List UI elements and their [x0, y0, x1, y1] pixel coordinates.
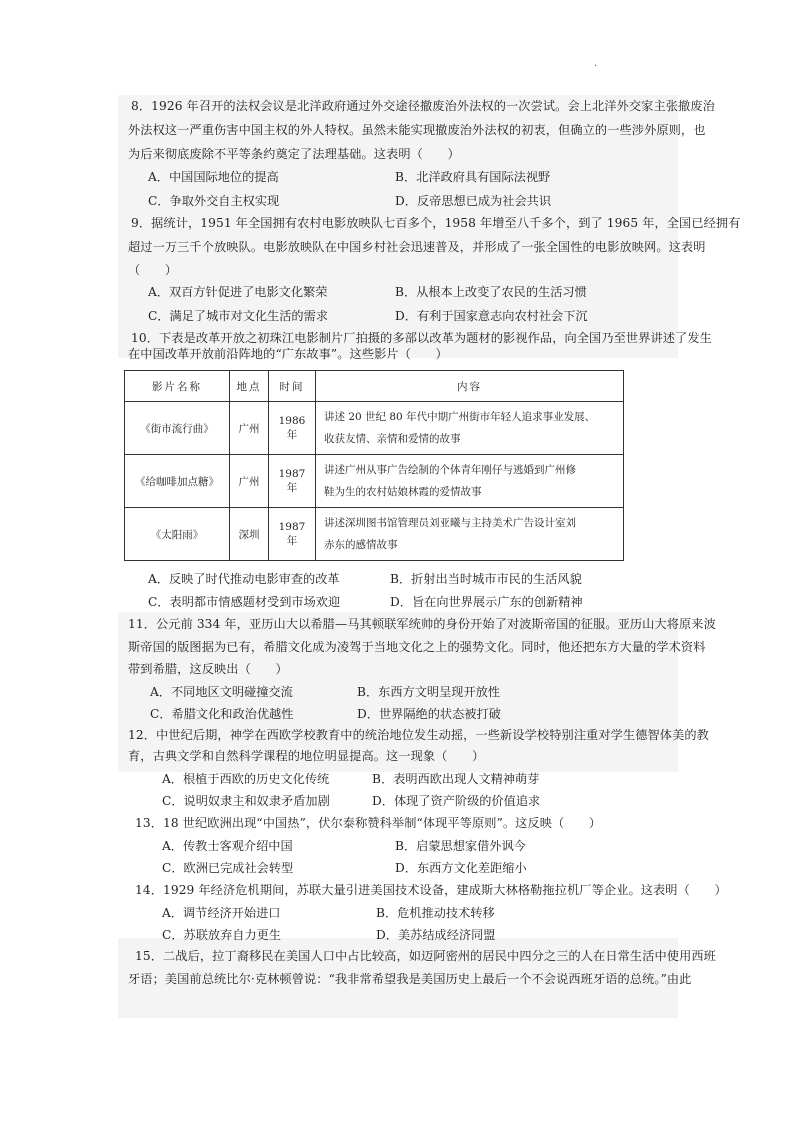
q14-stem-line: 14．1929 年经济危机期间，苏联大量引进美国技术设备，建成斯大林格勒拖拉机厂等企业。这表明（ ） [135, 883, 727, 897]
q8-option-a[interactable]: A．中国国际地位的提高 [148, 170, 279, 184]
q8-option-b[interactable]: B．北洋政府具有国际法视野 [395, 170, 551, 184]
film-content-line: 鞋为生的农村姑娘林霞的爱情故事 [324, 486, 482, 498]
film-title-cell: 《街市流行曲》 [125, 402, 230, 455]
q12-option-b[interactable]: B．表明西欧出现人文精神萌芽 [372, 772, 540, 786]
q8-stem-line: 外法权这一严重伤害中国主权的外人特权。虽然未能实现撤废治外法权的初衷，但确立的一些涉外原则，也 [128, 123, 706, 137]
header-mark: . [594, 58, 598, 69]
film-content-cell [316, 402, 624, 455]
q14-option-d[interactable]: D．美苏结成经济同盟 [376, 928, 496, 942]
q9-option-a[interactable]: A．双百方针促进了电影文化繁荣 [148, 285, 328, 299]
film-year-cell: 1987 年 [269, 508, 316, 561]
film-content-cell [316, 455, 624, 508]
q12-stem-line: 12．中世纪后期，神学在西欧学校教育中的统治地位发生动摇，一些新设学校特别注重对学生德智体美的教 [128, 728, 709, 742]
q13-option-c[interactable]: C．欧洲已完成社会转型 [162, 861, 294, 875]
q8-stem-line: 8．1926 年召开的法权会议是北洋政府通过外交途径撤废治外法权的一次尝试。会上北洋外交家主张撤废治 [131, 99, 715, 113]
q8-stem-line: 为后来彻底废除不平等条约奠定了法理基础。这表明（ ） [128, 147, 460, 161]
film-content-line: 收获友情、亲情和爱情的故事 [324, 433, 461, 445]
q14-option-b[interactable]: B．危机推动技术转移 [376, 906, 495, 920]
q10-stem-line: 在中国改革开放前沿阵地的“广东故事”。这些影片（ ） [128, 347, 448, 361]
q11-option-a[interactable]: A．不同地区文明碰撞交流 [150, 685, 293, 699]
film-year-cell: 1987 年 [269, 455, 316, 508]
q9-stem-line: （ ） [128, 263, 178, 277]
q10-option-d[interactable]: D．旨在向世界展示广东的创新精神 [390, 595, 583, 609]
q11-stem-line: 11．公元前 334 年，亚历山大以希腊—马其顿联军统帅的身份开始了对波斯帝国的征服。亚历山大将原来波 [128, 617, 716, 631]
film-place-cell: 深圳 [230, 508, 269, 561]
q12-option-c[interactable]: C．说明奴隶主和奴隶矛盾加剧 [162, 794, 330, 808]
q11-option-b[interactable]: B．东西方文明呈现开放性 [357, 685, 501, 699]
film-place-cell: 广州 [230, 402, 269, 455]
film-title-cell: 《太阳雨》 [125, 508, 230, 561]
q13-stem-line: 13．18 世纪欧洲出现“中国热”，伏尔泰称赞科举制“体现平等原则”。这反映（ ） [135, 816, 602, 830]
q13-option-d[interactable]: D．东西方文化差距缩小 [395, 861, 527, 875]
film-table-header: 地点 [230, 371, 269, 402]
q9-stem-line: 超过一万三千个放映队。电影放映队在中国乡村社会迅速普及，并形成了一张全国性的电影放映网。这表明 [128, 240, 706, 254]
q15-stem-line: 牙语；美国前总统比尔·克林顿曾说：“我非常希望我是美国历史上最后一个不会说西班牙语的总统。”由此 [128, 972, 692, 986]
q10-option-b[interactable]: B．折射出当时城市市民的生活风貌 [390, 572, 582, 586]
film-table-header-row [125, 371, 624, 402]
film-title-cell: 《给咖啡加点糖》 [125, 455, 230, 508]
film-year-cell: 1986 年 [269, 402, 316, 455]
film-table-header: 时间 [269, 371, 316, 402]
film-content-line: 讲述深圳图书馆管理员刘亚曦与主持美术广告设计室刘 [324, 517, 576, 529]
q11-stem-line: 斯帝国的版图据为已有，希腊文化成为凌驾于当地文化之上的强势文化。同时，他还把东方大量的学术资料 [128, 640, 706, 654]
film-place-cell: 广州 [230, 455, 269, 508]
q13-option-b[interactable]: B．启蒙思想家借外讽今 [395, 839, 526, 853]
table-row [125, 455, 624, 508]
film-content-cell [316, 508, 624, 561]
q14-option-c[interactable]: C．苏联放弃自力更生 [162, 928, 282, 942]
q9-option-b[interactable]: B．从根本上改变了农民的生活习惯 [395, 285, 587, 299]
q9-stem-line: 9．据统计，1951 年全国拥有农村电影放映队七百多个，1958 年增至八千多个，到了 1965 年，全国已经拥有 [131, 216, 741, 230]
q8-option-c[interactable]: C．争取外交自主权实现 [148, 194, 280, 208]
table-row [125, 508, 624, 561]
q8-option-d[interactable]: D．反帝思想已成为社会共识 [395, 194, 552, 208]
q10-option-a[interactable]: A．反映了时代推动电影审查的改革 [148, 572, 340, 586]
film-content-line: 赤东的感情故事 [324, 539, 398, 551]
q12-option-d[interactable]: D．体现了资产阶级的价值追求 [372, 794, 541, 808]
film-table-header: 影片名称 [125, 371, 230, 402]
q12-option-a[interactable]: A．根植于西欧的历史文化传统 [162, 772, 330, 786]
q10-stem-line: 10．下表是改革开放之初珠江电影制片厂拍摄的多部以改革为题材的影视作品，向全国乃至世界讲述了发生 [131, 331, 712, 345]
film-content-line: 讲述 20 世纪 80 年代中期广州街市年轻人追求事业发展、 [324, 411, 596, 423]
film-table-header: 内容 [316, 371, 624, 402]
film-table [124, 370, 624, 561]
q11-stem-line: 带到希腊，这反映出（ ） [128, 662, 288, 676]
q11-option-c[interactable]: C．希腊文化和政治优越性 [150, 707, 294, 721]
q9-option-d[interactable]: D．有利于国家意志向农村社会下沉 [395, 309, 588, 323]
q14-option-a[interactable]: A．调节经济开始进口 [162, 906, 281, 920]
q12-stem-line: 育，古典文学和自然科学课程的地位明显提高。这一现象（ ） [128, 749, 485, 763]
q13-option-a[interactable]: A．传教士客观介绍中国 [162, 839, 293, 853]
q10-option-c[interactable]: C．表明都市情感题材受到市场欢迎 [148, 595, 341, 609]
film-content-line: 讲述广州从事广告绘制的个体青年刚仔与逃婚到广州修 [324, 464, 576, 476]
table-row [125, 402, 624, 455]
q15-stem-line: 15．二战后，拉丁裔移民在美国人口中占比较高，如迈阿密州的居民中四分之三的人在日常生活中使用西班 [135, 949, 716, 963]
q9-option-c[interactable]: C．满足了城市对文化生活的需求 [148, 309, 328, 323]
q11-option-d[interactable]: D．世界隔绝的状态被打破 [357, 707, 501, 721]
